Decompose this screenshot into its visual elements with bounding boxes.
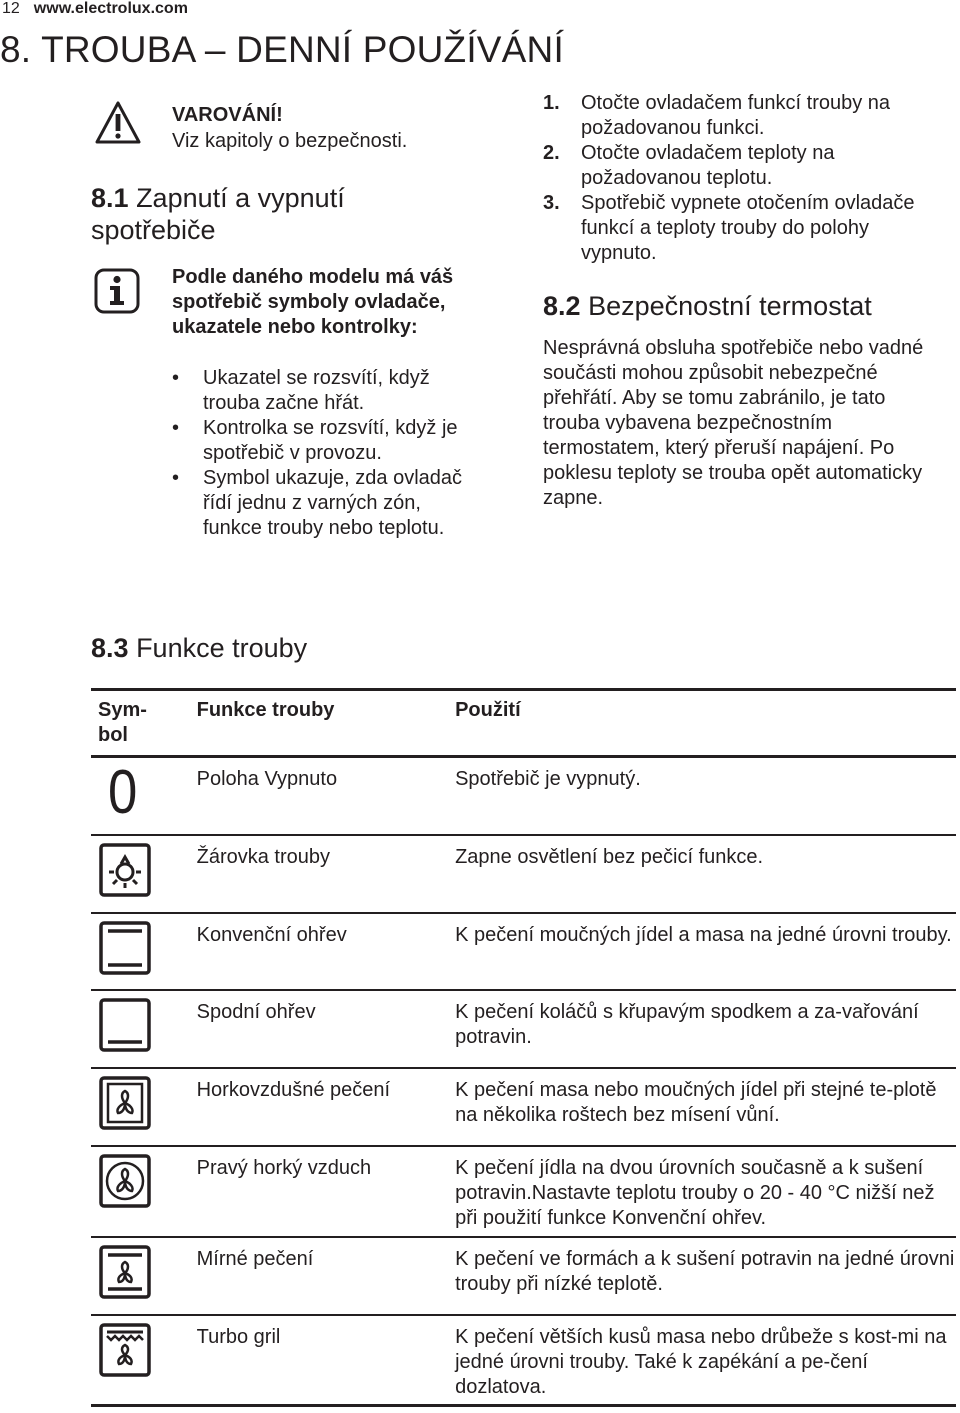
oven-functions-table [91,688,956,1407]
function-name: Mírné pečení [196,1247,314,1270]
off-position-icon: 0 [108,758,138,827]
turbo-grill-icon [99,1323,151,1377]
warning-icon [94,100,142,146]
true-fan-icon [99,1154,151,1208]
fan-cooking-icon [99,1076,151,1130]
header-use: Použití [455,699,521,721]
table-row [91,835,956,913]
function-use: Zapne osvětlení bez pečicí funkce. [455,845,764,868]
website-link[interactable]: www.electrolux.com [33,0,188,17]
function-name: Žárovka trouby [196,845,330,868]
on-off-steps [543,91,943,266]
bottom-heat-icon [99,998,151,1052]
function-use: K pečení masa nebo moučných jídel při stejné te-plotě na několika roštech bez mísení vůní. [455,1078,937,1126]
table-row [91,913,956,990]
function-name: Poloha Vypnuto [196,768,338,790]
function-use: K pečení ve formách a k sušení potravin na jedné úrovni trouby při nízké teplotě. [455,1247,955,1295]
step-item [543,141,943,191]
warning-text: Viz kapitoly o bezpečnosti. [172,130,408,152]
step-text: Otočte ovladačem funkcí trouby na požadovanou funkci. [581,92,891,139]
list-item: • Ukazatel se rozsvítí, když trouba začne hřát. [172,366,472,416]
oven-lamp-icon [99,843,151,897]
section-number: 8.1 [91,183,129,213]
table-header-row [91,690,956,757]
list-item: • Symbol ukazuje, zda ovladač řídí jednu z varných zón, funkce trouby nebo teplotu. [172,466,472,541]
step-item [543,191,943,266]
function-use: Spotřebič je vypnutý. [455,768,641,790]
function-name: Konvenční ohřev [196,923,347,946]
table-row [91,1068,956,1146]
function-use: K pečení koláčů s křupavým spodkem a za-vařování potravin. [455,1000,919,1048]
function-name: Pravý horký vzduch [196,1156,372,1179]
section-title: Funkce trouby [136,633,308,663]
step-number: 3. [543,192,560,214]
page-number: 12 [2,0,20,17]
function-use: K pečení jídla na dvou úrovních současně a k sušení potravin.Nastavte teplotu trouby o 20 - 40 °C nižší než při použití funkce Konvenční ohřev. [455,1156,935,1229]
section-title: Bezpečnostní termostat [588,291,872,321]
header-symbol: Sym- bol [98,699,147,746]
function-name: Horkovzdušné pečení [196,1078,391,1101]
section-8-3-heading [91,632,307,664]
step-number: 1. [543,92,560,114]
list-item: • Kontrolka se rozsvítí, když je spotřebič v provozu. [172,416,472,466]
page-header [2,0,188,18]
section-number: 8.3 [91,633,129,663]
function-name: Spodní ohřev [196,1000,316,1023]
indicator-bullet-list [172,366,472,541]
section-8-1-heading [91,182,411,246]
step-item [543,91,943,141]
conventional-heating-icon [99,921,151,975]
section-8-2-heading [543,290,943,322]
table-row [91,1237,956,1315]
table-row [91,757,956,835]
step-text: Otočte ovladačem teploty na požadovanou teplotu. [581,142,835,189]
header-function: Funkce trouby [196,699,335,721]
function-name: Turbo gril [196,1325,281,1348]
function-use: K pečení větších kusů masa nebo drůbeže s kost-mi na jedné úrovni trouby. Také k zapékání a pe-čení dozlatova. [455,1325,947,1398]
chapter-title: 8. TROUBA – DENNÍ POUŽÍVÁNÍ [0,29,564,70]
warning-title: VAROVÁNÍ! [172,104,283,126]
moist-fan-baking-icon [99,1245,151,1299]
step-text: Spotřebič vypnete otočením ovladače funkcí a teploty trouby do polohy vypnuto. [581,192,915,264]
section-title: Zapnutí a vypnutí spotřebiče [91,183,345,245]
table-row [91,1315,956,1406]
info-icon [94,268,140,314]
info-lead-text: Podle daného modelu má váš spotřebič symboly ovladače, ukazatele nebo kontrolky: [172,266,454,338]
section-number: 8.2 [543,291,581,321]
section-8-2-text: Nesprávná obsluha spotřebiče nebo vadné součásti mohou způsobit nebezpečné přehřátí. Aby se tomu zabránilo, je tato trouba vybavena bezpečnostním termostatem, který přeruší napájení. Po poklesu teploty se trouba opět automaticky zapne. [543,337,924,509]
function-use: K pečení moučných jídel a masa na jedné úrovni trouby. [455,923,952,946]
table-row [91,1146,956,1237]
table-row [91,990,956,1068]
step-number: 2. [543,142,560,164]
